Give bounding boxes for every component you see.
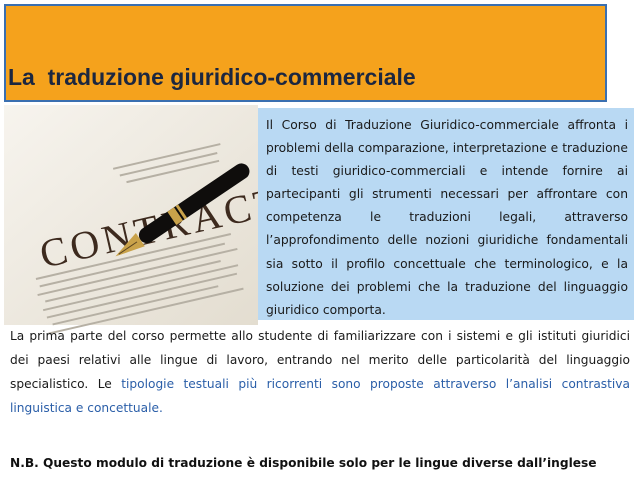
- contract-photo: [4, 105, 258, 325]
- english-exclusion-note: N.B. Questo modulo di traduzione è disponibile solo per le lingue diverse dall’inglese: [10, 456, 597, 470]
- contract-illustration: [4, 105, 258, 325]
- course-description-text: Il Corso di Traduzione Giuridico-commerciale affronta i problemi della comparazione, interpretazione e traduzione di testi giuridico-commerciali e intende fornire ai partecipanti gli strumenti necessari per affrontare con competenza le traduzioni legali, attraverso l’approfondimento delle nozioni giuridiche fondamentali sia sotto il profilo concettuale che terminologico, e la soluzione dei problemi che la traduzione del linguaggio giuridico comporta.: [266, 118, 628, 317]
- body-text-part1: La prima parte del corso permette allo studente di familiarizzare con i sistemi e gli istituti giuridici dei paesi relativi alle lingue di lavoro, entrando nel merito delle particolarità del linguaggio specialistico. Le: [10, 329, 630, 391]
- course-first-part-text: [10, 324, 630, 420]
- slide-title: La traduzione giuridico-commerciale: [8, 64, 416, 90]
- course-description-box: [258, 108, 634, 320]
- body-text-part2: tipologie testuali più ricorrenti sono proposte attraverso l’analisi contrastiva linguistica e concettuale.: [10, 377, 630, 415]
